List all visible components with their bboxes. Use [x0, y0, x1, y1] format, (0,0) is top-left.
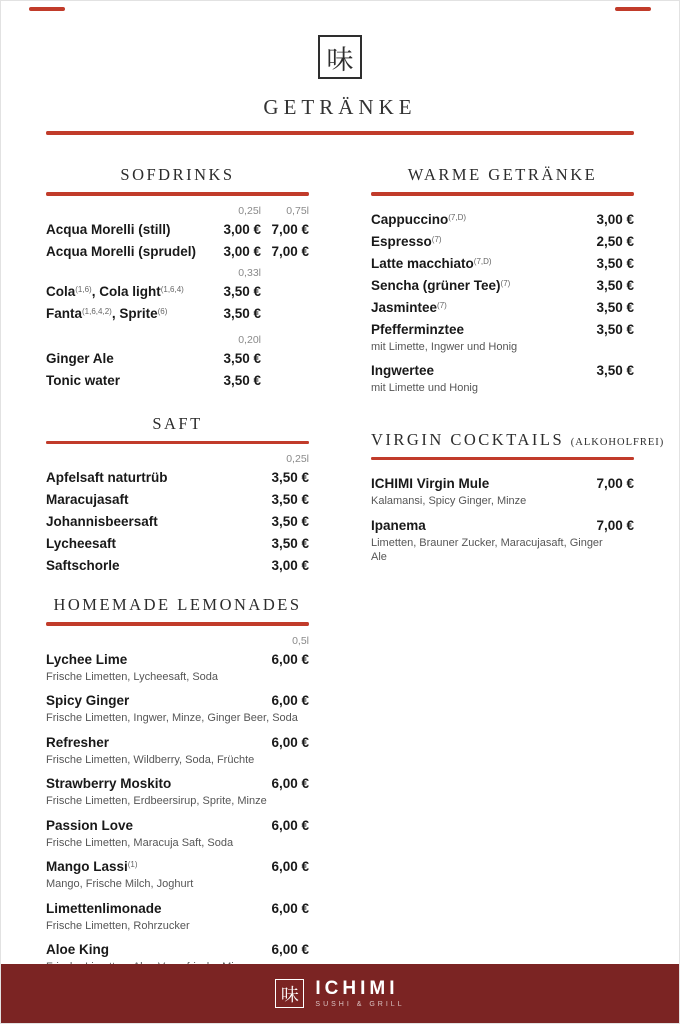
- item-description: Kalamansi, Spicy Ginger, Minze: [371, 495, 527, 508]
- menu-item-row: [46, 373, 309, 388]
- item-price: 3,50 €: [596, 255, 634, 271]
- item-name-text: Latte macchiato: [371, 255, 474, 271]
- top-right-brush-mark: [615, 7, 651, 11]
- item-price: 6,00 €: [271, 734, 309, 750]
- section-title-virgin: [371, 429, 665, 450]
- menu-item-row: [46, 244, 309, 259]
- menu-item-row: [371, 212, 634, 227]
- item-name-text: , Sprite: [111, 305, 158, 321]
- section-lemonades: [46, 595, 309, 975]
- item-price: 7,00 €: [271, 221, 309, 237]
- section-saft: [46, 414, 309, 574]
- menu-item-row: [46, 492, 309, 507]
- item-name: [371, 278, 572, 293]
- item-name: Acqua Morelli (sprudel): [46, 243, 197, 259]
- menu-item-row: [371, 518, 634, 533]
- item-name: Maracujasaft: [46, 492, 129, 507]
- right-column: [371, 165, 665, 984]
- item-name: Apfelsaft naturtrüb: [46, 470, 168, 485]
- size-label-spacer: [261, 267, 309, 279]
- footnote-ref: (7): [437, 300, 447, 310]
- left-column: [46, 165, 309, 984]
- item-description: Frische Limetten, Maracuja Saft, Soda: [46, 836, 234, 849]
- menu-item-row: [46, 652, 309, 667]
- item-price: 6,00 €: [271, 651, 309, 667]
- item-price: 6,00 €: [271, 859, 309, 875]
- item-price: 6,00 €: [271, 942, 309, 958]
- item-price: 6,00 €: [271, 693, 309, 709]
- brush-underline: [371, 192, 634, 196]
- item-name: Acqua Morelli (still): [46, 221, 171, 237]
- item-name: [46, 859, 247, 874]
- item-price: 3,50 €: [596, 363, 634, 379]
- size-header-row: [46, 635, 309, 647]
- footnote-ref: (1,6): [75, 284, 92, 294]
- item-price: 6,00 €: [271, 900, 309, 916]
- footnote-ref: (7): [431, 234, 442, 244]
- item-name-text: , Cola light: [91, 283, 161, 299]
- item-name: [371, 256, 572, 271]
- footnote-ref: (1,6,4,2): [82, 306, 112, 316]
- item-name-text: Jasmintee: [371, 299, 438, 315]
- menu-item-row: [46, 558, 309, 573]
- item-name-text: Cola: [46, 283, 76, 299]
- size-header-row: [46, 205, 309, 217]
- item-name: Pfefferminztee: [371, 321, 465, 337]
- item-description: Mango, Frische Milch, Joghurt: [46, 878, 194, 891]
- item-description: mit Limette und Honig: [371, 382, 478, 395]
- item-name: Johannisbeersaft: [46, 514, 158, 529]
- item-description: Frische Limetten, Lycheesaft, Soda: [46, 670, 219, 683]
- item-price: 3,50 €: [271, 492, 309, 507]
- size-label: 0,75l: [286, 204, 309, 217]
- item-description: Frische Limetten, Ingwer, Minze, Ginger Beer, Soda: [46, 712, 298, 725]
- page-title: GETRÄNKE: [263, 95, 417, 119]
- menu-item-row: [371, 363, 634, 378]
- item-name: Tonic water: [46, 372, 121, 388]
- item-name: [371, 300, 572, 315]
- item-name: [371, 234, 572, 249]
- item-price: 3,00 €: [271, 558, 309, 573]
- section-title-saft: SAFT: [152, 413, 203, 433]
- section-sofdrinks: [46, 165, 309, 388]
- item-name: ICHIMI Virgin Mule: [371, 476, 490, 492]
- item-price: 6,00 €: [271, 776, 309, 792]
- item-price: 2,50 €: [596, 233, 634, 249]
- brush-underline: [46, 622, 309, 626]
- menu-item-row: [46, 859, 309, 874]
- item-price: 3,50 €: [271, 536, 309, 551]
- item-description: Frische Limetten, Wildberry, Soda, Früchte: [46, 753, 255, 766]
- item-price: 3,50 €: [596, 277, 634, 293]
- footnote-ref: (7,D): [448, 212, 467, 222]
- size-label: 0,25l: [286, 453, 309, 465]
- menu-item-row: [46, 284, 309, 299]
- footer-bar: [1, 964, 679, 1023]
- item-name-text: Fanta: [46, 305, 83, 321]
- item-name: Spicy Ginger: [46, 693, 130, 709]
- footer-wordmark: ICHIMI: [315, 978, 399, 999]
- footnote-ref: (1,6,4): [160, 284, 184, 294]
- menu-item-row: [371, 234, 634, 249]
- item-name: Ginger Ale: [46, 350, 114, 366]
- item-name-text: Espresso: [371, 233, 432, 249]
- brush-underline: [371, 457, 634, 461]
- item-name: Limettenlimonade: [46, 900, 162, 916]
- size-label: 0,5l: [292, 634, 309, 647]
- size-label: 0,25l: [238, 204, 261, 217]
- size-header-row: [46, 267, 309, 279]
- item-name: [371, 212, 572, 227]
- item-price: 3,00 €: [223, 221, 261, 237]
- menu-item-row: [371, 322, 634, 337]
- item-price: 3,50 €: [596, 299, 634, 315]
- item-name: Saftschorle: [46, 558, 120, 573]
- footer-tagline: SUSHI & GRILL: [315, 1001, 405, 1008]
- brush-underline: [46, 192, 309, 196]
- item-name-text: Mango Lassi: [46, 859, 128, 875]
- item-name: [46, 284, 209, 299]
- item-description: Frische Limetten, Erdbeersirup, Sprite, Minze: [46, 795, 267, 808]
- section-virgin-cocktails: [371, 429, 665, 565]
- item-name: [46, 306, 209, 321]
- item-name: Refresher: [46, 734, 110, 750]
- menu-item-row: [46, 818, 309, 833]
- menu-item-row: [46, 901, 309, 916]
- menu-item-row: [46, 693, 309, 708]
- menu-item-row: [371, 300, 634, 315]
- item-name: Ingwertee: [371, 363, 435, 379]
- menu-item-row: [46, 222, 309, 237]
- size-label: 0,20l: [238, 333, 261, 346]
- item-description: Limetten, Brauner Zucker, Maracujasaft, Ginger Ale: [371, 536, 603, 564]
- item-name: Lychee Lime: [46, 651, 128, 667]
- menu-item-row: [371, 476, 634, 491]
- menu-item-row: [46, 514, 309, 529]
- menu-item-row: [371, 278, 634, 293]
- item-price: 7,00 €: [271, 243, 309, 259]
- ichimi-logo-mark: 味: [318, 35, 362, 79]
- section-title-warme: WARME GETRÄNKE: [407, 165, 598, 184]
- footnote-ref: (7): [500, 278, 511, 288]
- footnote-ref: (6): [157, 306, 168, 316]
- menu-item-row: [46, 470, 309, 485]
- menu-columns: [1, 135, 679, 984]
- footnote-ref: (1): [127, 860, 138, 870]
- item-price: 6,00 €: [271, 817, 309, 833]
- menu-item-row: [371, 256, 634, 271]
- section-warme-getraenke: [371, 165, 634, 396]
- item-name: Passion Love: [46, 817, 134, 833]
- item-price: 7,00 €: [596, 517, 634, 533]
- section-title-suffix: (ALKOHOLFREI): [570, 436, 665, 448]
- size-label: 0,33l: [238, 266, 261, 279]
- brush-underline: [46, 441, 309, 445]
- menu-item-row: [46, 536, 309, 551]
- item-name: Lycheesaft: [46, 536, 117, 551]
- menu-item-row: [46, 306, 309, 321]
- item-price: 3,00 €: [596, 211, 634, 227]
- item-description: Frische Limetten, Rohrzucker: [46, 919, 190, 932]
- item-name: Strawberry Moskito: [46, 776, 172, 792]
- item-price: 7,00 €: [596, 476, 634, 492]
- menu-item-row: [46, 735, 309, 750]
- item-name-text: Sencha (grüner Tee): [371, 277, 501, 293]
- item-name-text: Cappuccino: [371, 211, 449, 227]
- item-name: Aloe King: [46, 942, 109, 958]
- footnote-ref: (7,D): [473, 256, 492, 266]
- item-price: 3,50 €: [223, 372, 261, 388]
- item-name: Ipanema: [371, 517, 426, 533]
- ichimi-footer-logo: 味: [275, 979, 304, 1008]
- section-title-lemonades: HOMEMADE LEMONADES: [53, 595, 302, 614]
- menu-item-row: [46, 776, 309, 791]
- item-price: 3,50 €: [223, 350, 261, 366]
- item-price: 3,50 €: [271, 470, 309, 485]
- section-title-sofdrinks: SOFDRINKS: [120, 165, 235, 184]
- item-price: 3,50 €: [596, 321, 634, 337]
- item-price: 3,50 €: [271, 514, 309, 529]
- size-header-row: [46, 453, 309, 465]
- item-price: 3,00 €: [223, 243, 261, 259]
- menu-header: [1, 1, 679, 135]
- size-label-spacer: [261, 334, 309, 346]
- item-price: 3,50 €: [223, 305, 261, 321]
- footer-text-block: [315, 979, 404, 1008]
- top-left-brush-mark: [29, 7, 65, 11]
- section-title-text: VIRGIN COCKTAILS: [371, 429, 565, 449]
- item-price: 3,50 €: [223, 283, 261, 299]
- menu-item-row: [46, 942, 309, 957]
- item-description: mit Limette, Ingwer und Honig: [371, 340, 518, 353]
- menu-item-row: [46, 351, 309, 366]
- size-header-row: [46, 334, 309, 346]
